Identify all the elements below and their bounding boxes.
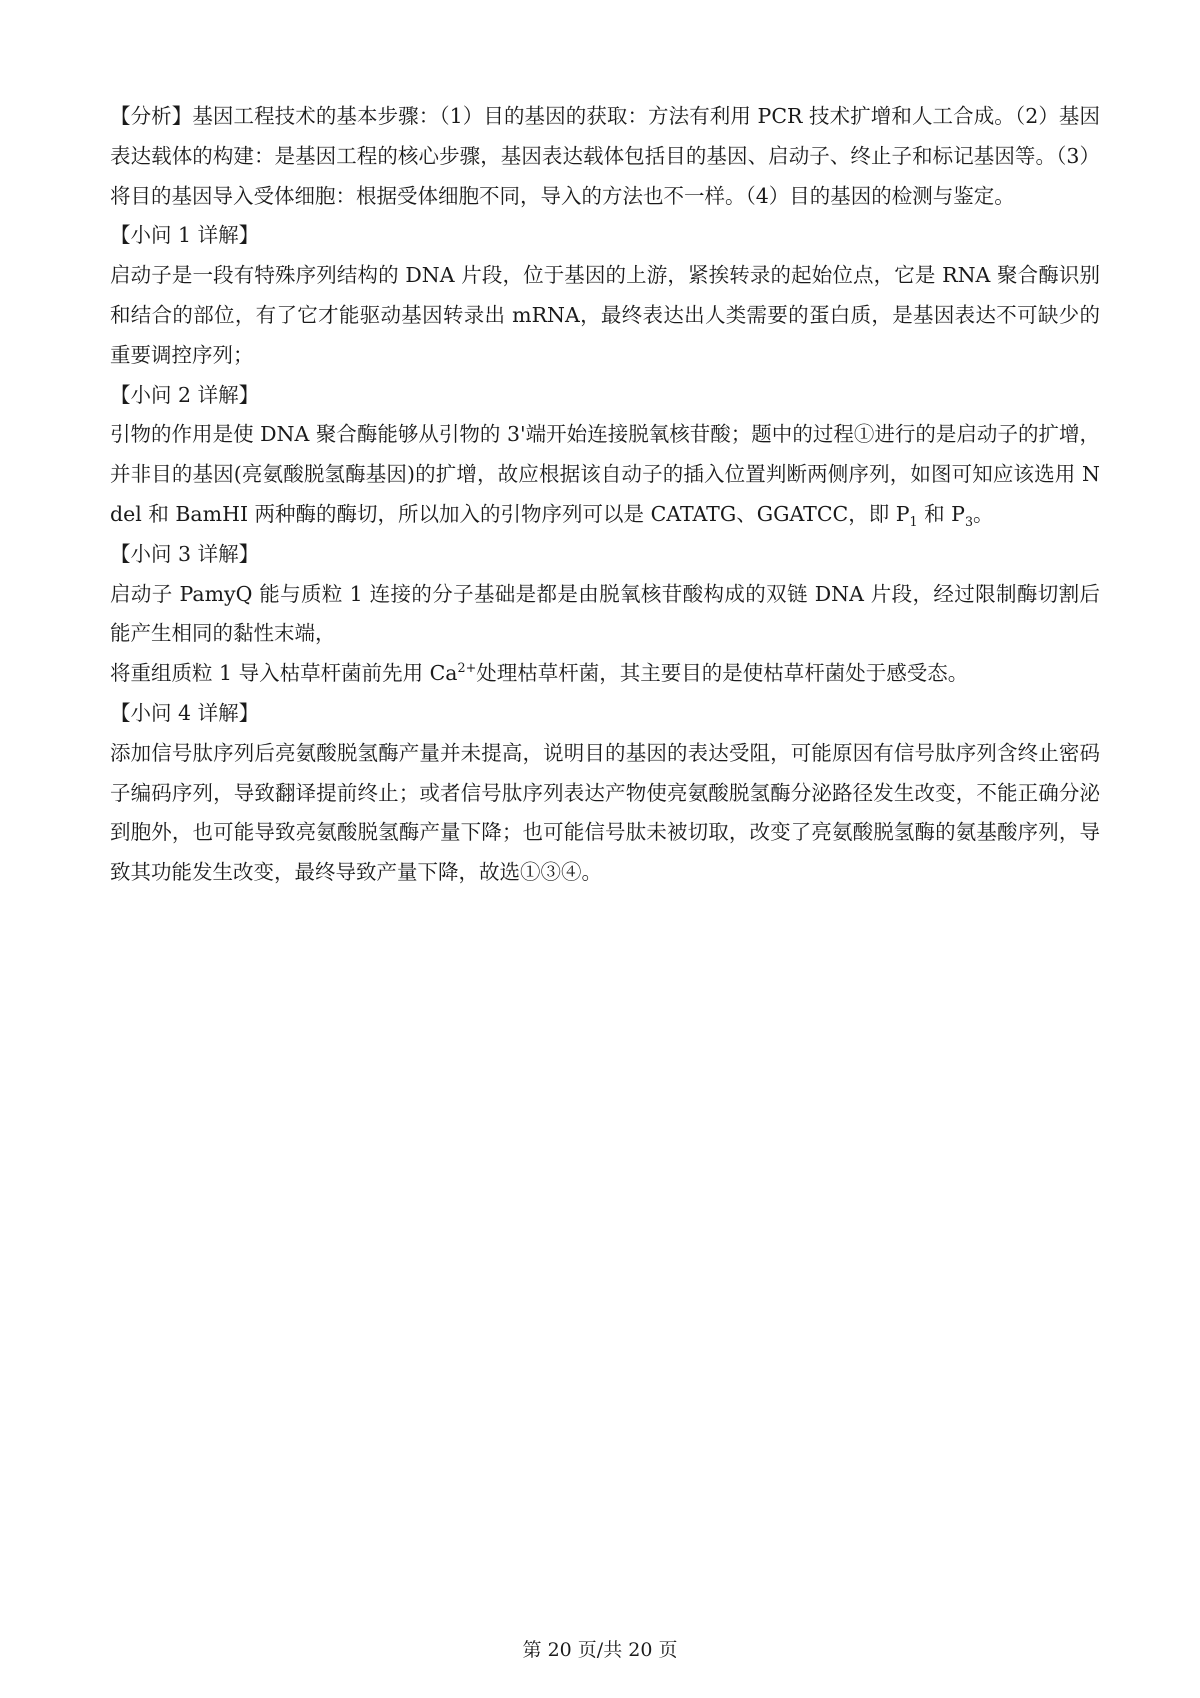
document-body (110, 97, 1100, 893)
q2-subscript-1: 1 (909, 514, 918, 530)
q3-text2-pre: 将重组质粒 1 导入枯草杆菌前先用 Ca (110, 661, 458, 686)
q2-text-end: 。 (973, 501, 994, 526)
q4-answer: 添加信号肽序列后亮氨酸脱氢酶产量并未提高，说明目的基因的表达受阻，可能原因有信号肽序列含终止密码子编码序列，导致翻译提前终止；或者信号肽序列表达产物使亮氨酸脱氢酶分泌路径发生改变，不能正确分泌到胞外，也可能导致亮氨酸脱氢酶产量下降；也可能信号肽未被切取，改变了亮氨酸脱氢酶的氨基酸序列，导致其功能发生改变，最终导致产量下降，故选①③④。 (110, 740, 1100, 885)
analysis-paragraph (110, 97, 1100, 216)
page-number: 第 20 页/共 20 页 (522, 1639, 678, 1661)
q4-heading: 【小问 4 详解】 (110, 700, 260, 725)
q3-answer-1: 启动子 PamyQ 能与质粒 1 连接的分子基础是都是由脱氧核苷酸构成的双链 DNA 片段，经过限制酶切割后能产生相同的黏性末端， (110, 581, 1100, 646)
q2-text-mid: 和 P (917, 501, 965, 526)
q3-superscript: 2+ (457, 660, 477, 676)
q3-answer-2 (110, 654, 1100, 694)
q2-heading: 【小问 2 详解】 (110, 382, 260, 407)
q2-subscript-3: 3 (964, 514, 974, 530)
q1-answer: 启动子是一段有特殊序列结构的 DNA 片段，位于基因的上游，紧挨转录的起始位点，它是 RNA 聚合酶识别和结合的部位，有了它才能驱动基因转录出 mRNA，最终表达出人类需要的蛋白质，是基因表达不可缺少的重要调控序列； (110, 263, 1100, 367)
q3-text2-post: 处理枯草杆菌，其主要目的是使枯草杆菌处于感受态。 (476, 661, 969, 686)
q2-answer (110, 415, 1100, 534)
q2-text-main: 引物的作用是使 DNA 聚合酶能够从引物的 3'端开始连接脱氧核苷酸；题中的过程①进行的是启动子的扩增，并非目的基因(亮氨酸脱氢酶基因)的扩增，故应根据该自动子的插入位置判断两侧序列，如图可知应该选用 Ndel 和 BamHI 两种酶的酶切，所以加入的引物序列可以是 CATATG、GGATCC，即 P (110, 422, 1100, 526)
q3-heading: 【小问 3 详解】 (110, 541, 260, 566)
q1-heading: 【小问 1 详解】 (110, 223, 260, 248)
analysis-text: 基因工程技术的基本步骤：（1）目的基因的获取：方法有利用 PCR 技术扩增和人工合成。（2）基因表达载体的构建：是基因工程的核心步骤，基因表达载体包括目的基因、启动子、终止子和标记基因等。（3）将目的基因导入受体细胞：根据受体细胞不同，导入的方法也不一样。（4）目的基因的检测与鉴定。 (110, 104, 1101, 208)
analysis-heading: 【分析】 (110, 104, 193, 128)
